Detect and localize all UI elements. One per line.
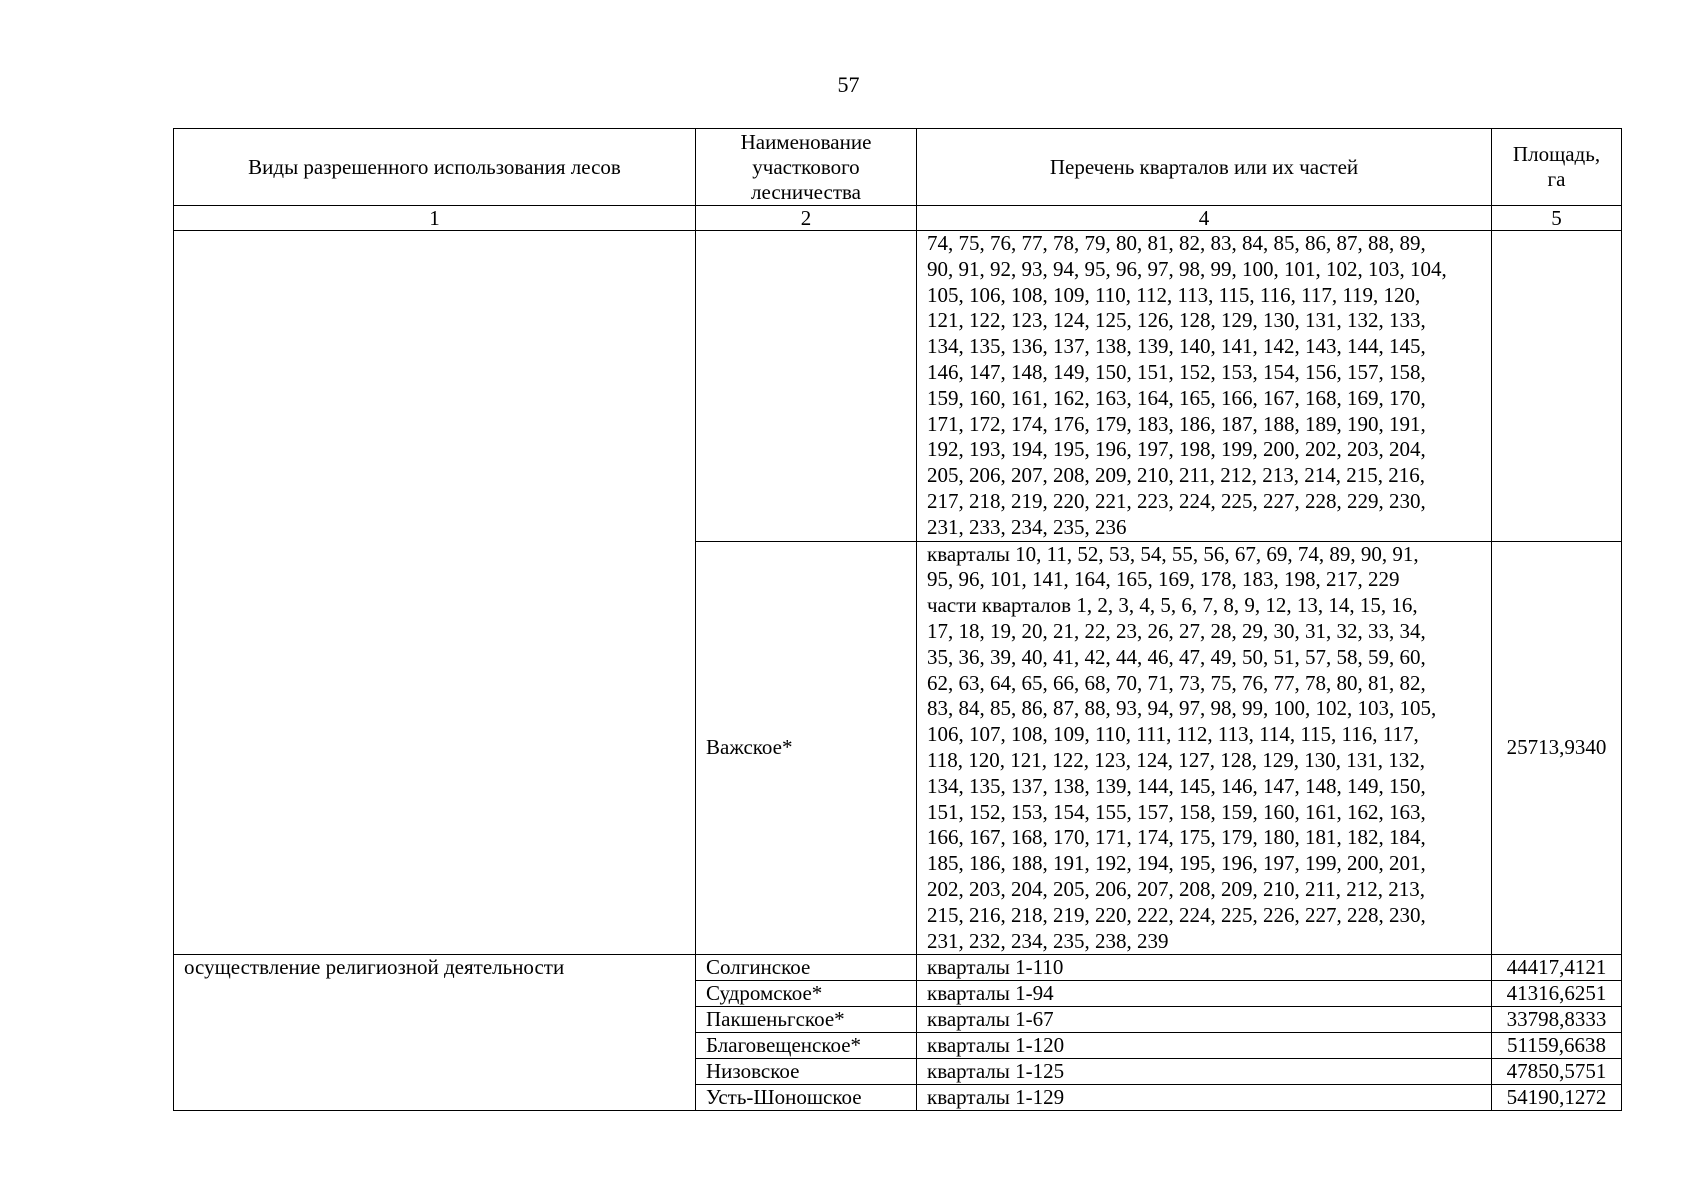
- usage-cell-empty: [174, 231, 696, 955]
- forestry-cell: Важское*: [696, 541, 917, 955]
- quarters-cell: [917, 231, 1492, 542]
- usage-cell: осуществление религиозной деятельности: [174, 955, 696, 1111]
- column-number: 1: [174, 206, 696, 231]
- table-header-row: [174, 129, 1622, 206]
- quarters-text: 74, 75, 76, 77, 78, 79, 80, 81, 82, 83, 84, 85, 86, 87, 88, 89, 90, 91, 92, 93, 94, 95, 96, 97, 98, 99, 100, 101, 102, 103, 104, 105, 106, 108, 109, 110, 112, 113, 115, 116, 117, 119, 120, 121, 122, 123, 124, 125, 126, 128, 129, 130, 131, 132, 133, 134, 135, 136, 137, 138, 139, 140, 141, 142, 143, 144, 145, 146, 147, 148, 149, 150, 151, 152, 153, 154, 156, 157, 158, 159, 160, 161, 162, 163, 164, 165, 166, 167, 168, 169, 170, 171, 172, 174, 176, 179, 183, 186, 187, 188, 189, 190, 191, 192, 193, 194, 195, 196, 197, 198, 199, 200, 202, 203, 204, 205, 206, 207, 208, 209, 210, 211, 212, 213, 214, 215, 216, 217, 218, 219, 220, 221, 223, 224, 225, 227, 228, 229, 230, 231, 233, 234, 235, 236: [927, 231, 1447, 539]
- header-quarters-list: Перечень кварталов или их частей: [917, 129, 1492, 206]
- page-number: 57: [837, 72, 860, 97]
- area-cell: 44417,4121: [1492, 955, 1622, 981]
- quarters-cell: кварталы 1-94: [917, 981, 1492, 1007]
- forest-use-table: [173, 128, 1622, 1111]
- quarters-cell: кварталы 1-129: [917, 1085, 1492, 1111]
- forestry-cell: Судромское*: [696, 981, 917, 1007]
- quarters-text: кварталы 10, 11, 52, 53, 54, 55, 56, 67, 69, 74, 89, 90, 91, 95, 96, 101, 141, 164, 165, 169, 178, 183, 198, 217, 229 части кварталов 1, 2, 3, 4, 5, 6, 7, 8, 9, 12, 13, 14, 15, 16, 17, 18, 19, 20, 21, 22, 23, 26, 27, 28, 29, 30, 31, 32, 33, 34, 35, 36, 39, 40, 41, 42, 44, 46, 47, 49, 50, 51, 57, 58, 59, 60, 62, 63, 64, 65, 66, 68, 70, 71, 73, 75, 76, 77, 78, 80, 81, 82, 83, 84, 85, 86, 87, 88, 93, 94, 97, 98, 99, 100, 102, 103, 105, 106, 107, 108, 109, 110, 111, 112, 113, 114, 115, 116, 117, 118, 120, 121, 122, 123, 124, 127, 128, 129, 130, 131, 132, 134, 135, 137, 138, 139, 144, 145, 146, 147, 148, 149, 150, 151, 152, 153, 154, 155, 157, 158, 159, 160, 161, 162, 163, 166, 167, 168, 170, 171, 174, 175, 179, 180, 181, 182, 184, 185, 186, 188, 191, 192, 194, 195, 196, 197, 199, 200, 201, 202, 203, 204, 205, 206, 207, 208, 209, 210, 211, 212, 213, 215, 216, 218, 219, 220, 222, 224, 225, 226, 227, 228, 230, 231, 232, 234, 235, 238, 239: [927, 541, 1437, 953]
- area-cell: 41316,6251: [1492, 981, 1622, 1007]
- forestry-cell: Пакшеньгское*: [696, 1007, 917, 1033]
- header-area: Площадь, га: [1492, 129, 1622, 206]
- quarters-cell: кварталы 1-120: [917, 1033, 1492, 1059]
- area-cell: 54190,1272: [1492, 1085, 1622, 1111]
- area-cell: 33798,8333: [1492, 1007, 1622, 1033]
- forestry-cell: Солгинское: [696, 955, 917, 981]
- forestry-cell: Усть-Шоношское: [696, 1085, 917, 1111]
- table-row: [174, 955, 1622, 981]
- header-usage-types: Виды разрешенного использования лесов: [174, 129, 696, 206]
- quarters-cell: кварталы 1-125: [917, 1059, 1492, 1085]
- column-number: 2: [696, 206, 917, 231]
- header-forestry-name: Наименование участкового лесничества: [696, 129, 917, 206]
- area-cell-empty: [1492, 231, 1622, 542]
- area-cell: 47850,5751: [1492, 1059, 1622, 1085]
- quarters-cell: кварталы 1-110: [917, 955, 1492, 981]
- forestry-cell: Низовское: [696, 1059, 917, 1085]
- area-cell: 25713,9340: [1492, 541, 1622, 955]
- forestry-cell-empty: [696, 231, 917, 542]
- forestry-cell: Благовещенское*: [696, 1033, 917, 1059]
- column-number: 4: [917, 206, 1492, 231]
- column-number: 5: [1492, 206, 1622, 231]
- column-number-row: [174, 206, 1622, 231]
- table-row: [174, 231, 1622, 542]
- area-cell: 51159,6638: [1492, 1033, 1622, 1059]
- quarters-cell: кварталы 1-67: [917, 1007, 1492, 1033]
- quarters-cell: [917, 541, 1492, 955]
